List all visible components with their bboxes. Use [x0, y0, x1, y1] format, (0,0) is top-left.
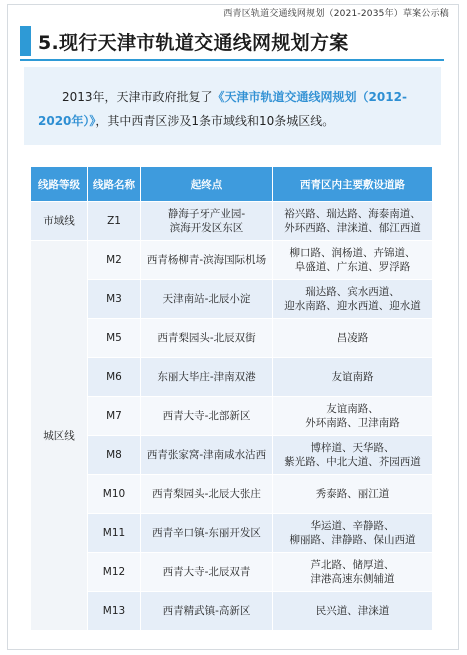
endpoints-cell — [141, 241, 273, 280]
line-name-cell: M11 — [88, 514, 141, 553]
endpoints-line: 西青杨柳青-滨海国际机场 — [146, 254, 267, 266]
endpoints-line: 西青梨园头-北辰双街 — [157, 332, 256, 344]
section-title-marker — [20, 26, 31, 56]
table-row — [31, 475, 433, 514]
table-row — [31, 553, 433, 592]
endpoints-line: 西青辛口镇-东丽开发区 — [152, 527, 261, 539]
column-header-endpoints: 起终点 — [141, 167, 273, 202]
table-header-row — [31, 167, 433, 202]
roads-line: 昌凌路 — [336, 332, 369, 344]
roads-cell — [273, 397, 433, 436]
intro-box — [24, 67, 441, 145]
endpoints-cell — [141, 202, 273, 241]
line-name-cell: M12 — [88, 553, 141, 592]
roads-line: 柳丽路、津静路、保山西道 — [289, 534, 416, 546]
endpoints-cell — [141, 475, 273, 514]
roads-line: 外环南路、卫津南路 — [305, 417, 400, 429]
roads-line: 柳口路、润杨道、卉锦道、 — [289, 247, 416, 259]
roads-line: 津港高速东侧辅道 — [310, 573, 395, 585]
table-row — [31, 241, 433, 280]
roads-line: 友谊南路、 — [326, 403, 379, 415]
roads-line: 迎水南路、迎水西道、迎水道 — [284, 300, 421, 312]
roads-line: 瑞达路、宾水西道、 — [305, 286, 400, 298]
roads-cell — [273, 358, 433, 397]
roads-line: 秀泰路、丽江道 — [315, 488, 390, 500]
table-row — [31, 514, 433, 553]
roads-cell — [273, 202, 433, 241]
roads-line: 芦北路、储厚道、 — [310, 559, 395, 571]
plan-title: 《天津市轨道交通线网规划（2012-2020年）》 — [38, 90, 407, 128]
endpoints-line: 西青梨园头-北辰大张庄 — [152, 488, 261, 500]
column-header-grade: 线路等级 — [31, 167, 88, 202]
roads-line: 外环西路、津涞道、郁江西道 — [284, 222, 421, 234]
section-title-rule — [20, 59, 444, 61]
roads-cell — [273, 319, 433, 358]
roads-cell — [273, 280, 433, 319]
roads-cell — [273, 241, 433, 280]
intro-tail: ，其中西青区涉及1条市域线和10条城区线。 — [95, 114, 335, 128]
line-name-cell: M7 — [88, 397, 141, 436]
roads-line: 华运道、辛静路、 — [310, 520, 395, 532]
line-name-cell: Z1 — [88, 202, 141, 241]
table-row — [31, 592, 433, 631]
endpoints-line: 东丽大毕庄-津南双港 — [157, 371, 256, 383]
endpoints-line: 滨海开发区东区 — [169, 222, 244, 234]
roads-line: 裕兴路、瑞达路、海泰南道、 — [284, 208, 421, 220]
roads-cell — [273, 475, 433, 514]
section-title: 5.现行天津市轨道交通线网规划方案 — [38, 32, 349, 54]
endpoints-line: 西青精武镇-高新区 — [162, 605, 251, 617]
line-name-cell: M2 — [88, 241, 141, 280]
roads-cell — [273, 553, 433, 592]
running-header: 西青区轨道交通线网规划（2021-2035年）草案公示稿 — [223, 9, 449, 19]
endpoints-line: 天津南站-北辰小淀 — [162, 293, 251, 305]
endpoints-cell — [141, 592, 273, 631]
table-row — [31, 202, 433, 241]
table-row — [31, 436, 433, 475]
table-row — [31, 319, 433, 358]
roads-line: 紫光路、中北大道、芥园西道 — [284, 456, 421, 468]
roads-cell — [273, 436, 433, 475]
column-header-name: 线路名称 — [88, 167, 141, 202]
endpoints-cell — [141, 358, 273, 397]
endpoints-line: 西青大寺-北辰双青 — [162, 566, 251, 578]
endpoints-cell — [141, 553, 273, 592]
line-table — [30, 166, 433, 631]
line-name-cell: M13 — [88, 592, 141, 631]
line-name-cell: M5 — [88, 319, 141, 358]
line-name-cell: M10 — [88, 475, 141, 514]
endpoints-cell — [141, 397, 273, 436]
table-row — [31, 397, 433, 436]
endpoints-cell — [141, 514, 273, 553]
intro-lead: 2013年，天津市政府批复了 — [62, 90, 213, 104]
line-name-cell: M3 — [88, 280, 141, 319]
endpoints-line: 西青大寺-北部新区 — [162, 410, 251, 422]
endpoints-line: 西青张家窝-津南咸水沽西 — [146, 449, 267, 461]
line-name-cell: M6 — [88, 358, 141, 397]
endpoints-cell — [141, 319, 273, 358]
endpoints-line: 静海子牙产业园- — [167, 208, 246, 220]
roads-line: 博梓道、天华路、 — [310, 442, 395, 454]
roads-line: 友谊南路 — [331, 371, 374, 383]
roads-line: 阜盛道、广东道、罗浮路 — [294, 261, 411, 273]
endpoints-cell — [141, 280, 273, 319]
roads-line: 民兴道、津涞道 — [315, 605, 390, 617]
line-name-cell: M8 — [88, 436, 141, 475]
roads-cell — [273, 514, 433, 553]
intro-paragraph — [38, 85, 431, 133]
roads-cell — [273, 592, 433, 631]
table-row — [31, 280, 433, 319]
grade-cell-suburban: 市域线 — [31, 202, 88, 241]
column-header-roads: 西青区内主要敷设道路 — [273, 167, 433, 202]
endpoints-cell — [141, 436, 273, 475]
table-row — [31, 358, 433, 397]
table-body — [31, 202, 433, 631]
grade-cell-urban: 城区线 — [31, 241, 88, 631]
